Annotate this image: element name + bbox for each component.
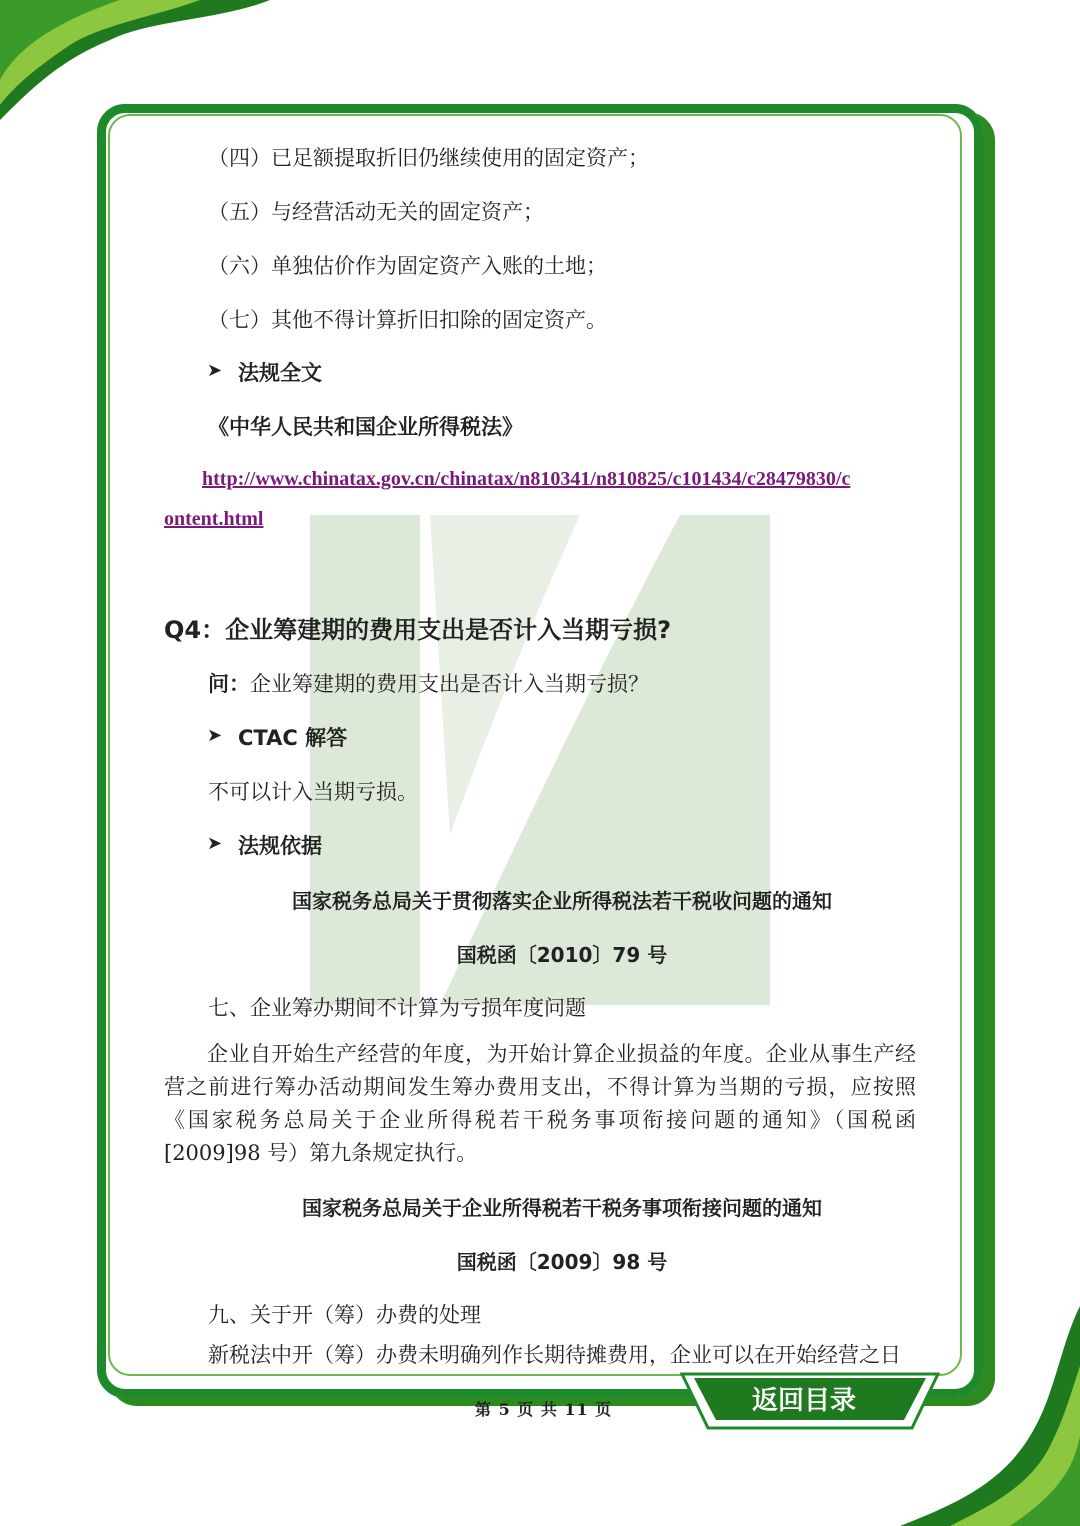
list-item: （六）单独估价作为固定资产入账的土地；: [208, 254, 607, 278]
arrow-bullet-icon: ➤: [207, 833, 223, 854]
question-line: [208, 668, 649, 698]
doc2-title: 国家税务总局关于企业所得税若干税务事项衔接问题的通知: [302, 1196, 822, 1220]
answer-heading: CTAC 解答: [238, 726, 348, 750]
doc1-clause-text: 企业自开始生产经营的年度，为开始计算企业损益的年度。企业从事生产经营之前进行筹办活动期间发生筹办费用支出，不得计算为当期的亏损，应按照《国家税务总局关于企业所得税若干税务事项衔接问题的通知》（国税函[2009]98 号）第九条规定执行。: [164, 1042, 916, 1165]
section-heading-full-text: 法规全文: [238, 361, 322, 385]
basis-heading: 法规依据: [238, 834, 322, 858]
doc2-clause-text: 新税法中开（筹）办费未明确列作长期待摊费用，企业可以在开始经营之日: [208, 1343, 901, 1367]
list-item: （七）其他不得计算折旧扣除的固定资产。: [208, 308, 607, 332]
arrow-bullet-icon: ➤: [207, 360, 223, 381]
answer-text: 不可以计入当期亏损。: [208, 780, 418, 804]
doc2-number: 国税函〔2009〕98 号: [456, 1250, 668, 1274]
q4-title: Q4：企业筹建期的费用支出是否计入当期亏损?: [164, 616, 672, 644]
list-item: （五）与经营活动无关的固定资产；: [208, 200, 544, 224]
law-title: 《中华人民共和国企业所得税法》: [208, 415, 523, 439]
law-link[interactable]: http://www.chinatax.gov.cn/chinatax/n810341/n810825/c101434/c28479830/c: [202, 468, 851, 490]
question-label: 问：: [208, 672, 250, 696]
back-to-contents-button[interactable]: 返回目录: [752, 1386, 857, 1416]
arrow-bullet-icon: ➤: [207, 725, 223, 746]
page-indicator: 第 5 页 共 11 页: [475, 1400, 613, 1419]
doc2-clause-title: 九、关于开（筹）办费的处理: [208, 1303, 481, 1327]
law-link-continued[interactable]: ontent.html: [164, 508, 264, 530]
doc1-clause-title: 七、企业筹办期间不计算为亏损年度问题: [208, 996, 586, 1020]
doc1-number: 国税函〔2010〕79 号: [456, 943, 668, 967]
doc1-title: 国家税务总局关于贯彻落实企业所得税法若干税收问题的通知: [292, 889, 832, 913]
list-item: （四）已足额提取折旧仍继续使用的固定资产；: [208, 146, 649, 170]
question-text: 企业筹建期的费用支出是否计入当期亏损？: [250, 672, 649, 696]
